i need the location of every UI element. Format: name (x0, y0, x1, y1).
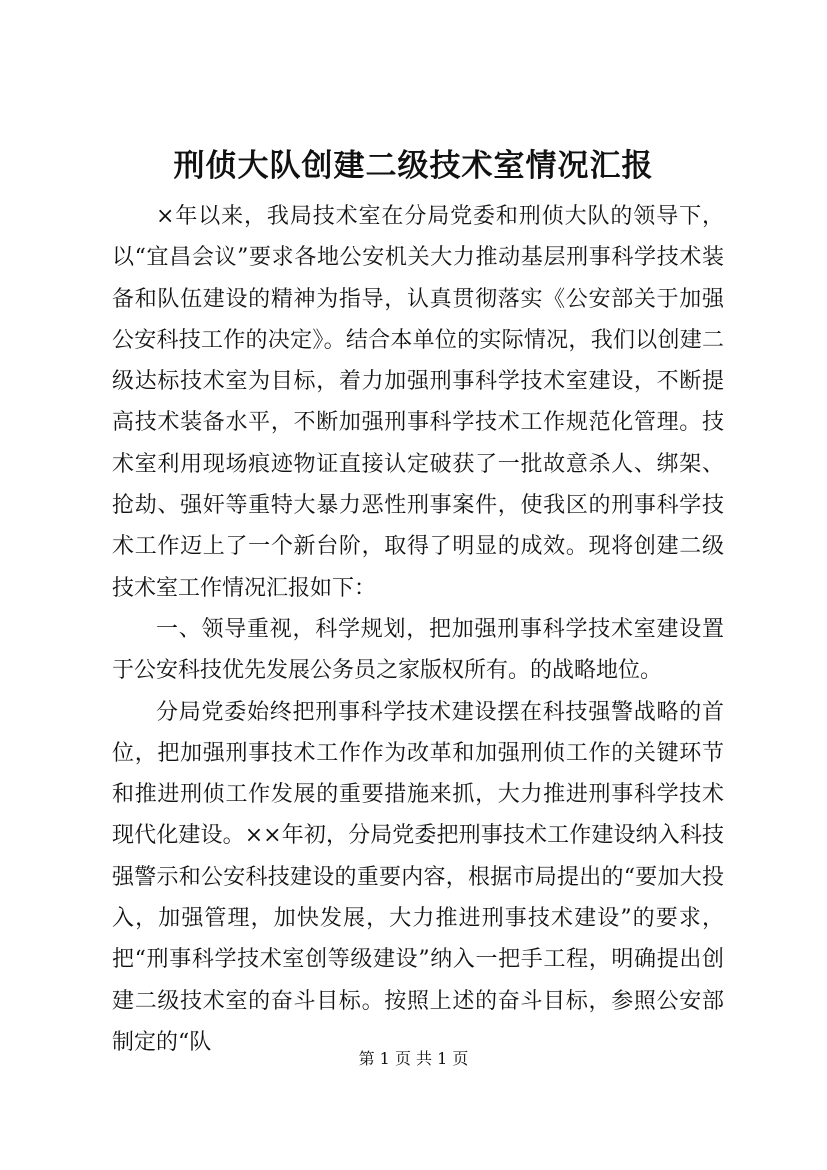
body-paragraph: ×年以来，我局技术室在分局党委和刑侦大队的领导下，以“宜昌会议”要求各地公安机关大力推动基层刑事科学技术装备和队伍建设的精神为指导，认真贯彻落实《公安部关于加强公安科技工作的决定》。结合本单位的实际情况，我们以创建二级达标技术室为目标，着力加强刑事科学技术室建设，不断提高技术装备水平，不断加强刑事科学技术工作规范化管理。技术室利用现场痕迹物证直接认定破获了一批故意杀人、绑架、抢劫、强奸等重特大暴力恶性刑事案件，使我区的刑事科学技术工作迈上了一个新台阶，取得了明显的成效。现将创建二级技术室工作情况汇报如下： (112, 204, 724, 601)
document-title: 刑侦大队创建二级技术室情况汇报 (173, 148, 654, 184)
document-body (112, 196, 724, 1063)
page-number-footer: 第 1 页 共 1 页 (358, 1049, 469, 1068)
body-paragraph: 分局党委始终把刑事科学技术建设摆在科技强警战略的首位，把加强刑事技术工作作为改革和加强刑侦工作的关键环节和推进刑侦工作发展的重要措施来抓，大力推进刑事科学技术现代化建设。××年初，分局党委把刑事技术工作建设纳入科技强警示和公安科技建设的重要内容，根据市局提出的“要加大投入，加强管理，加快发展，大力推进刑事技术建设”的要求，把“刑事科学技术室创等级建设”纳入一把手工程，明确提出创建二级技术室的奋斗目标。按照上述的奋斗目标，参照公安部制定的“队 (112, 699, 724, 1055)
body-paragraph: 一、领导重视，科学规划，把加强刑事科学技术室建设置于公安科技优先发展公务员之家版权所有。的战略地位。 (112, 616, 724, 684)
